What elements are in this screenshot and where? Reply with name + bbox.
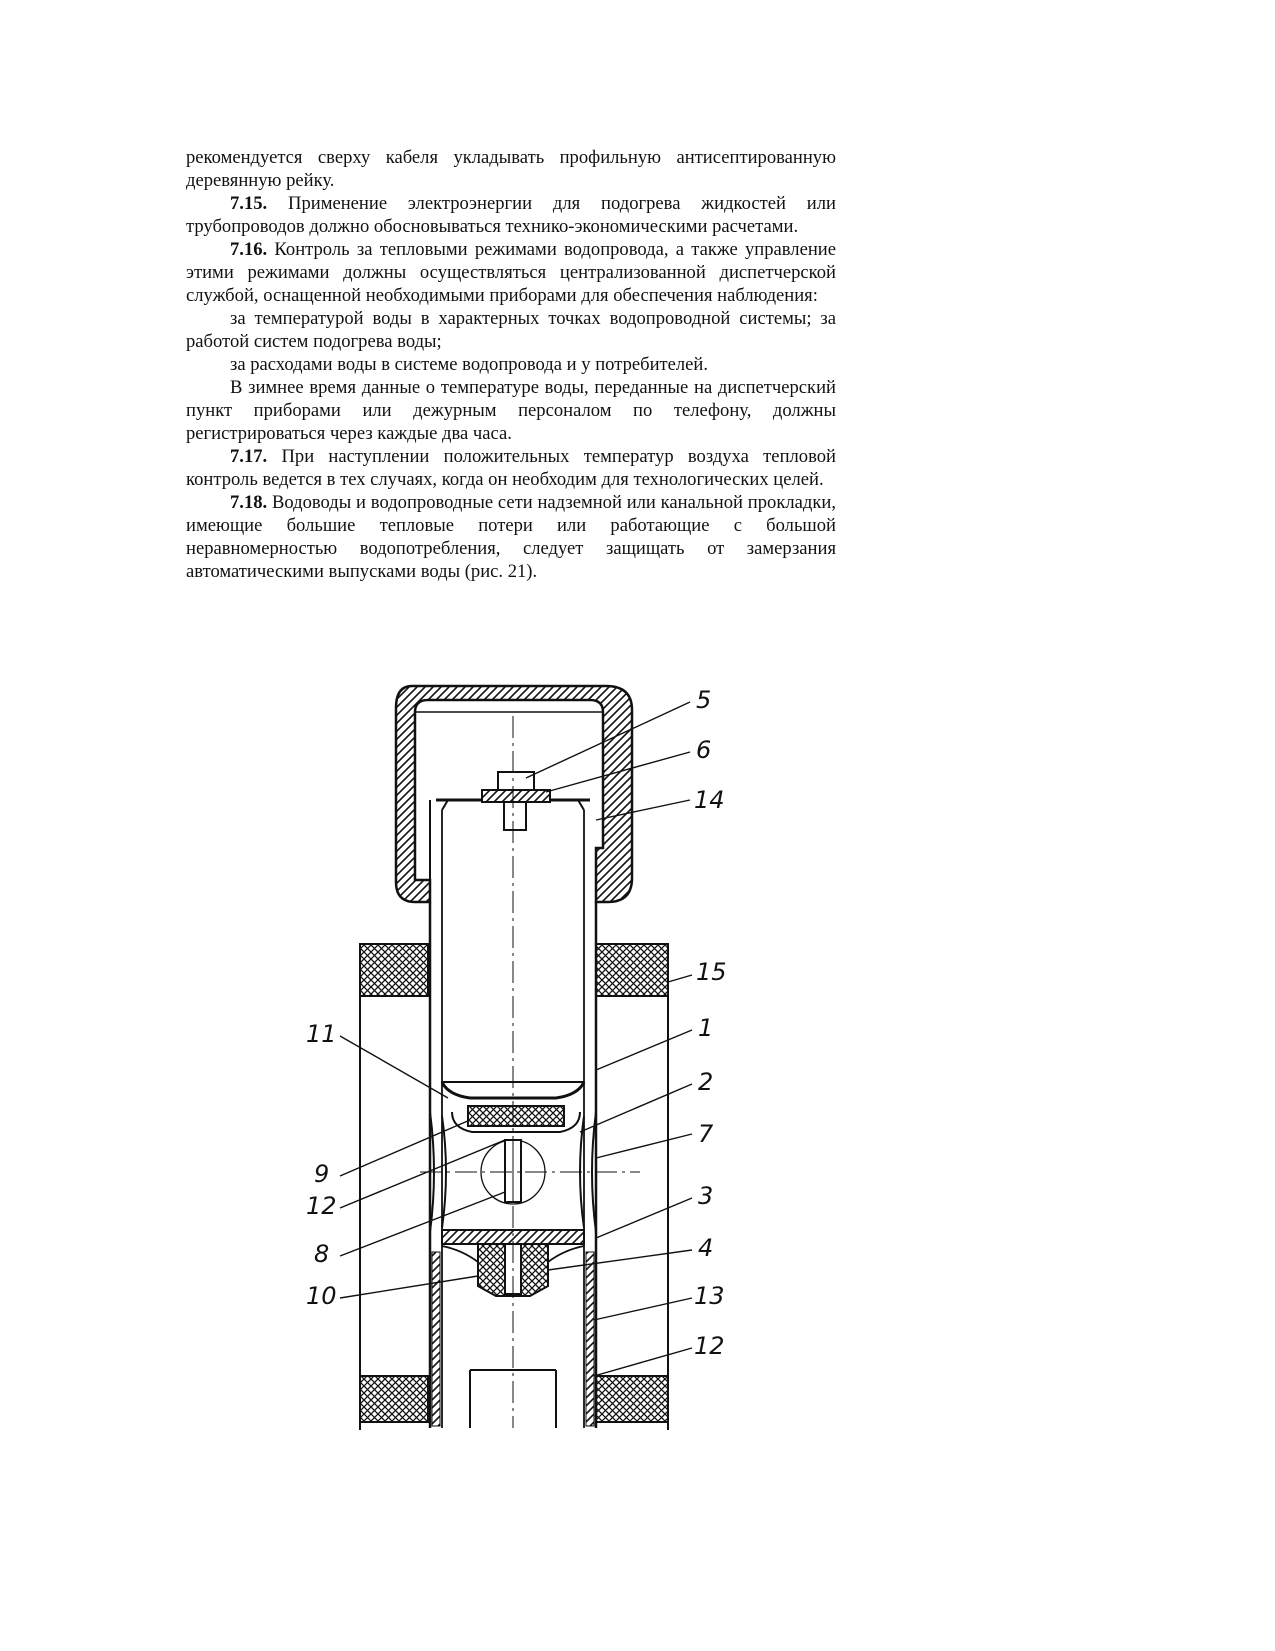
label-4: 4 <box>698 1234 714 1262</box>
label-13: 13 <box>694 1282 725 1310</box>
section-number: 7.17. <box>230 446 268 467</box>
label-15: 15 <box>696 958 727 986</box>
label-8: 8 <box>314 1240 330 1268</box>
label-3: 3 <box>698 1182 714 1210</box>
paragraph-list-item <box>186 353 836 376</box>
label-5: 5 <box>696 686 712 714</box>
paragraph-text: рекомендуется сверху кабеля укладывать профильную антисептированную деревянную рейку. <box>186 147 836 191</box>
label-7: 7 <box>698 1120 714 1148</box>
insulation-pad-15 <box>360 944 668 996</box>
document-body <box>186 146 836 583</box>
paragraph-text: Применение электроэнергии для подогрева жидкостей или трубопроводов должно обосновываться технико-экономическими расчетами. <box>186 193 836 237</box>
paragraph-7-16 <box>186 238 836 307</box>
paragraph-text: В зимнее время данные о температуре воды, переданные на диспетчерский пункт приборами или дежурным персоналом по телефону, должны регистрироваться через каждые два часа. <box>186 377 836 444</box>
paragraph-text: Контроль за тепловыми режимами водопровода, а также управление этими режимами должны осуществляться централизованной диспетчерской службой, оснащенной необходимыми приборами для обеспечения наблюдения: <box>186 239 836 306</box>
label-6: 6 <box>696 736 712 764</box>
label-10: 10 <box>306 1282 337 1310</box>
paragraph-text: за расходами воды в системе водопровода и у потребителей. <box>230 354 709 375</box>
paragraph-7-15 <box>186 192 836 238</box>
label-12-left: 12 <box>306 1192 337 1220</box>
paragraph-7-17 <box>186 445 836 491</box>
label-2: 2 <box>698 1068 714 1096</box>
paragraph-7-18 <box>186 491 836 583</box>
paragraph-list-item <box>186 307 836 353</box>
section-number: 7.16. <box>230 239 268 260</box>
label-14: 14 <box>694 786 725 814</box>
paragraph-winter <box>186 376 836 445</box>
label-1: 1 <box>698 1014 714 1042</box>
label-11: 11 <box>306 1020 337 1048</box>
section-number: 7.15. <box>230 193 268 214</box>
lower-insulation-13 <box>360 1376 668 1422</box>
label-12-right: 12 <box>694 1332 725 1360</box>
section-number: 7.18. <box>230 492 268 513</box>
figure-21-drawing <box>290 680 750 1460</box>
paragraph-text: за температурой воды в характерных точках водопроводной системы; за работой систем подогрева воды; <box>186 308 836 352</box>
paragraph-continuation <box>186 146 836 192</box>
paragraph-text: При наступлении положительных температур воздуха тепловой контроль ведется в тех случаях, когда он необходим для технологических целей. <box>186 446 836 490</box>
paragraph-text: Водоводы и водопроводные сети надземной или канальной прокладки, имеющие большие тепловые потери или работающие с большой неравномерностью водопотребления, следует защищать от замерзания автоматическими выпусками воды (рис. 21). <box>186 492 836 582</box>
top-bolt-assembly <box>482 772 550 830</box>
label-9: 9 <box>314 1160 330 1188</box>
